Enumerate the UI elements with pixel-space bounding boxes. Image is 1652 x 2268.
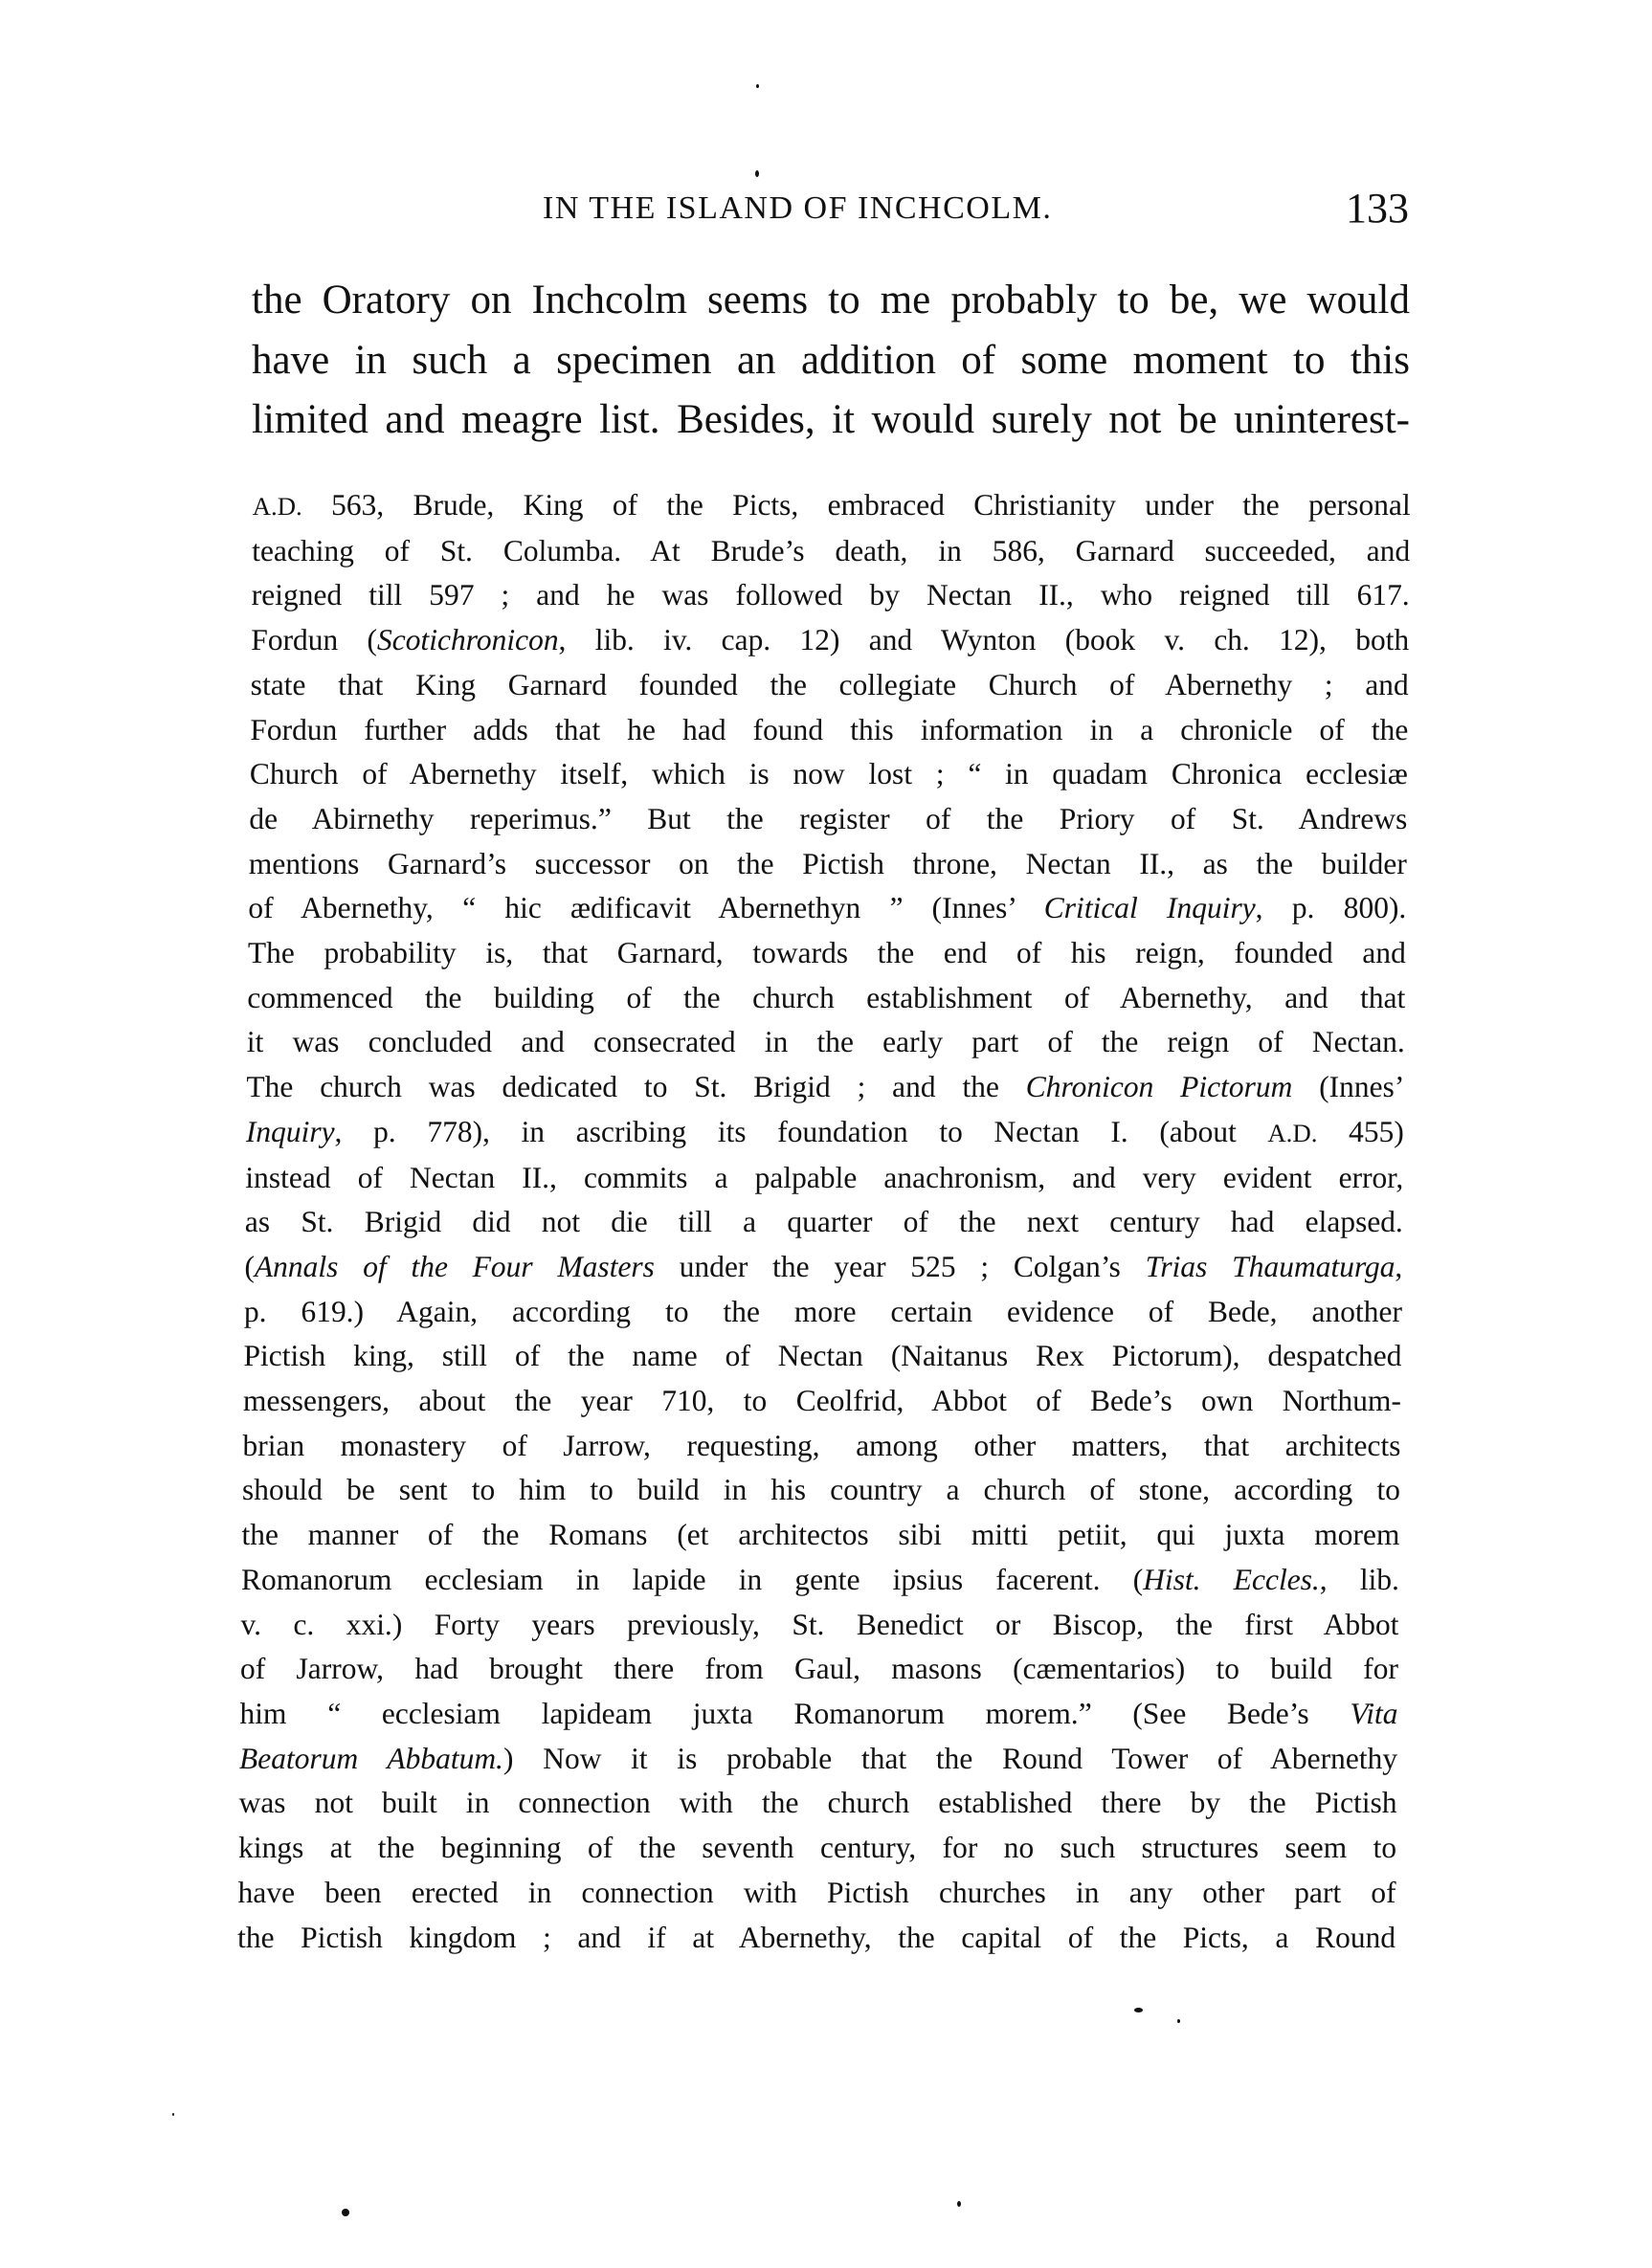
- footnote-line: [239, 1737, 1397, 1782]
- footnote-text: messengers, about the year 710, to Ceolfrid, Abbot of Bede’s own Northum-: [242, 1384, 1402, 1418]
- footnote-text: was not built in connection with the church established there by the Pictish: [238, 1786, 1397, 1820]
- footnote-line: [250, 752, 1408, 797]
- footnote-text: should be sent to him to build in his country a church of stone, according to: [241, 1473, 1401, 1507]
- footnote-text: (Innes’: [1292, 1070, 1405, 1104]
- italic-text: Hist. Eccles.: [1143, 1562, 1321, 1596]
- footnote-text: , lib. iv. cap. 12) and Wynton (book v. ch. 12), both: [558, 623, 1410, 657]
- body-line: limited and meagre list. Besides, it would surely not be uninterest-: [252, 397, 1410, 442]
- footnote-line: [251, 618, 1409, 663]
- running-title: IN THE ISLAND OF INCHCOLM.: [543, 190, 1053, 226]
- footnote-line: [241, 1558, 1399, 1603]
- running-header: [543, 185, 1409, 232]
- footnote-line: [244, 1290, 1402, 1335]
- footnote-text: under the year 525 ; Colgan’s: [654, 1249, 1146, 1283]
- footnote-text: (: [244, 1249, 256, 1283]
- footnote-text: ,: [1395, 1249, 1403, 1283]
- footnote-line: [242, 1424, 1400, 1469]
- page-number: 133: [1346, 185, 1409, 232]
- footnote-text: it was concluded and consecrated in the early part of the reign of Nectan.: [246, 1025, 1406, 1059]
- footnote-text: Fordun further adds that he had found this information in a chronicle of the: [250, 712, 1409, 746]
- footnote-line: [248, 931, 1406, 976]
- footnote-line: [250, 708, 1408, 753]
- italic-text: Critical Inquiry: [1043, 891, 1256, 925]
- italic-text: Chronicon Pictorum: [1025, 1070, 1293, 1104]
- scan-speck: [172, 2113, 174, 2116]
- footnote-line: [249, 842, 1407, 887]
- footnote-line: [240, 1647, 1398, 1692]
- scan-speck: [957, 2201, 961, 2207]
- body-paragraph: [252, 271, 1410, 451]
- scan-speck: [342, 2209, 349, 2216]
- footnote-text: commenced the building of the church establishment of Abernethy, and that: [247, 980, 1406, 1014]
- footnote-text: the Pictish kingdom ; and if at Abernethy, the capital of the Picts, a Round: [236, 1920, 1396, 1954]
- footnote-line: [239, 1692, 1397, 1737]
- footnote-text: de Abirnethy reperimus.” But the register of the Priory of St. Andrews: [249, 801, 1408, 835]
- footnote-line: [246, 1110, 1404, 1156]
- footnote-line: [242, 1468, 1400, 1513]
- footnote-line: [240, 1603, 1398, 1648]
- scan-speck: [756, 84, 759, 88]
- scan-speck: [1134, 2008, 1143, 2012]
- footnote-text: Fordun (: [251, 623, 378, 657]
- footnote-line: [237, 1916, 1395, 1961]
- footnote-text: as St. Brigid did not die till a quarter of the next century had elapsed.: [244, 1205, 1404, 1239]
- footnote-line: [251, 663, 1409, 708]
- footnote-text: kings at the beginning of the seventh century, for no such structures seem to: [237, 1831, 1397, 1865]
- italic-text: Inquiry: [245, 1114, 335, 1148]
- footnote-line: [248, 886, 1406, 931]
- footnote-text: ) Now it is probable that the Round Tower of Abernethy: [502, 1741, 1398, 1775]
- italic-text: Beatorum Abbatum.: [238, 1741, 504, 1775]
- footnote-text: state that King Garnard founded the collegiate Church of Abernethy ; and: [250, 667, 1409, 701]
- footnote-line: [246, 1065, 1404, 1110]
- footnote-line: [244, 1245, 1402, 1290]
- scan-speck: [755, 170, 759, 177]
- footnote-text: 455): [1317, 1114, 1405, 1148]
- footnote-text: mentions Garnard’s successor on the Pictish throne, Nectan II., as the builder: [248, 846, 1408, 880]
- footnote-line: [253, 483, 1411, 529]
- scan-speck: [1177, 2019, 1180, 2023]
- footnote-line: [247, 1020, 1405, 1065]
- footnote-text: , p. 778), in ascribing its foundation to Nectan I. (about: [334, 1114, 1268, 1148]
- footnote-text: , p. 800).: [1255, 891, 1407, 925]
- footnote-text: brian monastery of Jarrow, requesting, among other matters, that architects: [242, 1428, 1401, 1462]
- footnote-text: instead of Nectan II., commits a palpable anachronism, and very evident error,: [245, 1160, 1404, 1194]
- footnote-line: [252, 529, 1410, 574]
- footnote-text: Church of Abernethy itself, which is now lost ; “ in quadam Chronica ecclesiæ: [249, 757, 1409, 791]
- footnote-line: [241, 1513, 1399, 1558]
- footnote-text: the manner of the Romans (et architectos sibi mitti petiit, qui juxta morem: [241, 1518, 1400, 1552]
- italic-text: Scotichronicon: [376, 623, 559, 657]
- footnote-line: [238, 1826, 1396, 1871]
- footnote-line: [243, 1334, 1401, 1379]
- footnote-line: [249, 797, 1407, 842]
- footnote-text: Pictish king, still of the name of Nectan (Naitanus Rex Pictorum), despatched: [243, 1339, 1402, 1373]
- footnote-text: Romanorum ecclesiam in lapide in gente ipsius facerent. (: [240, 1562, 1144, 1596]
- footnote-text: teaching of St. Columba. At Brude’s death, in 586, Garnard succeeded, and: [252, 533, 1411, 567]
- footnote-text: him “ ecclesiam lapideam juxta Romanorum morem.” (See Bede’s: [239, 1696, 1351, 1730]
- italic-text: Annals of the Four Masters: [254, 1249, 656, 1283]
- footnote-line: [252, 573, 1410, 618]
- footnote-text: reigned till 597 ; and he was followed by Nectan II., who reigned till 617.: [251, 578, 1410, 612]
- footnote-text: p. 619.) Again, according to the more certain evidence of Bede, another: [243, 1294, 1403, 1328]
- footnote-text: The church was dedicated to St. Brigid ; and the: [246, 1070, 1026, 1104]
- small-caps-text: A.D.: [1267, 1118, 1318, 1147]
- footnote-text: The probability is, that Garnard, towards the end of his reign, founded and: [247, 936, 1407, 970]
- footnote-text: have been erected in connection with Pictish churches in any other part of: [237, 1875, 1396, 1909]
- body-line: the Oratory on Inchcolm seems to me probably to be, we would: [252, 278, 1410, 322]
- footnote-line: [237, 1871, 1395, 1916]
- footnote-text: v. c. xxi.) Forty years previously, St. Benedict or Biscop, the first Abbot: [240, 1607, 1399, 1641]
- footnote-line: [247, 976, 1405, 1021]
- footnote-line: [243, 1379, 1401, 1424]
- body-line: have in such a specimen an addition of some moment to this: [252, 337, 1410, 383]
- footnote-text: of Jarrow, had brought there from Gaul, masons (cæmentarios) to build for: [239, 1652, 1399, 1686]
- footnote: [237, 483, 1411, 1960]
- footnote-line: [245, 1200, 1403, 1245]
- small-caps-text: A.D.: [252, 492, 302, 521]
- footnote-line: [238, 1781, 1396, 1826]
- footnote-text: of Abernethy, “ hic ædificavit Abernethyn ” (Innes’: [248, 891, 1044, 925]
- footnote-text: 563, Brude, King of the Picts, embraced Christianity under the personal: [301, 488, 1411, 522]
- footnote-line: [245, 1156, 1403, 1201]
- italic-text: Trias Thaumaturga: [1145, 1249, 1395, 1283]
- footnote-text: , lib.: [1319, 1562, 1400, 1596]
- italic-text: Vita: [1350, 1696, 1398, 1730]
